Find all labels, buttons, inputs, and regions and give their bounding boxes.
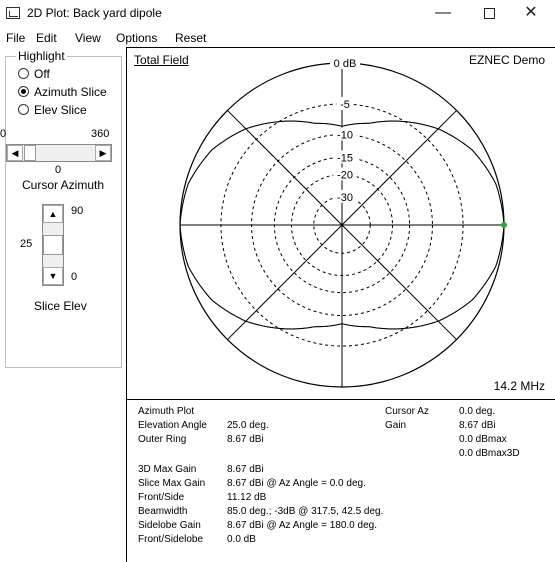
scroll-right-arrow-icon[interactable]: ▶ [95, 145, 111, 161]
info-outer-ring-value: 8.67 dBi [227, 434, 264, 445]
info-sidelobe-gain-label: Sidelobe Gain [138, 520, 201, 531]
radio-elev-slice[interactable] [18, 103, 87, 117]
azimuth-min-label: 0 [0, 128, 7, 140]
cursor-azimuth-scrollbar[interactable] [6, 144, 112, 162]
info-beamwidth-value: 85.0 deg.; -3dB @ 317.5, 42.5 deg. [227, 506, 384, 517]
plot-title: Total Field [134, 53, 189, 67]
info-slice-max-gain-value: 8.67 dBi @ Az Angle = 0.0 deg. [227, 478, 366, 489]
azimuth-value: 0 [55, 164, 62, 176]
radio-azimuth-label: Azimuth Slice [34, 85, 107, 99]
info-outer-ring-label: Outer Ring [138, 434, 187, 445]
menu-edit[interactable]: Edit [36, 31, 57, 45]
plot-window-icon [6, 7, 20, 19]
cursor-marker [501, 222, 507, 228]
ring-label-0: 0 dB [333, 58, 357, 70]
radio-elev-indicator[interactable] [18, 104, 29, 115]
slice-elev-label: Slice Elev [34, 299, 87, 313]
azimuth-scroll-thumb[interactable] [24, 145, 36, 161]
info-gain-label: Gain [385, 420, 407, 431]
ring-label-3: -15 [337, 152, 353, 165]
ring-label-4: -20 [337, 169, 353, 182]
polar-plot-area[interactable] [126, 47, 555, 400]
elev-min-label: 0 [71, 271, 78, 283]
radio-off-label: Off [34, 67, 50, 81]
polar-spoke-45 [342, 110, 457, 225]
info-front-side-value: 11.12 dB [227, 492, 267, 503]
polar-spoke-135 [342, 225, 457, 340]
plot-frequency: 14.2 MHz [493, 379, 545, 393]
plot-program-label: EZNEC Demo [468, 53, 545, 67]
ring-label-2: -10 [337, 129, 353, 142]
info-cursor-az-value: 0.0 deg. [459, 406, 496, 417]
radio-azimuth-indicator[interactable] [18, 86, 29, 97]
radio-off-indicator[interactable] [18, 68, 29, 79]
ring-label-1: -5 [340, 98, 350, 111]
info-front-sidelobe-label: Front/Sidelobe [138, 534, 204, 545]
minimize-button[interactable]: — [435, 4, 451, 21]
polar-plot [127, 48, 555, 400]
menu-view[interactable]: View [75, 31, 101, 45]
info-sidelobe-gain-value: 8.67 dBi @ Az Angle = 180.0 deg. [227, 520, 377, 531]
polar-spoke-225 [227, 225, 342, 340]
menu-bar [0, 29, 555, 47]
control-panel [0, 47, 126, 562]
elev-value: 25 [20, 238, 33, 250]
info-beamwidth-label: Beamwidth [138, 506, 188, 517]
radio-off[interactable] [18, 67, 50, 81]
info-gain-dbmax: 0.0 dBmax [459, 434, 507, 445]
info-slice-max-gain-label: Slice Max Gain [138, 478, 206, 489]
azimuth-max-label: 360 [91, 128, 110, 140]
scroll-up-arrow-icon[interactable]: ▲ [43, 205, 63, 223]
scroll-down-arrow-icon[interactable]: ▼ [43, 267, 63, 285]
menu-file[interactable]: File [6, 31, 26, 45]
plot-info-panel [126, 400, 555, 562]
highlight-title: Highlight [18, 49, 65, 63]
info-gain-value: 8.67 dBi [459, 420, 496, 431]
info-front-side-label: Front/Side [138, 492, 185, 503]
elev-max-label: 90 [71, 205, 84, 217]
title-bar [0, 0, 555, 28]
info-cursor-az-label: Cursor Az [385, 406, 429, 417]
info-plot-type: Azimuth Plot [138, 406, 195, 417]
info-elevation-angle-value: 25.0 deg. [227, 420, 269, 431]
window-title: 2D Plot: Back yard dipole [27, 6, 162, 20]
info-gain-dbmax3d: 0.0 dBmax3D [459, 448, 520, 459]
scroll-left-arrow-icon[interactable]: ◀ [7, 145, 23, 161]
cursor-azimuth-label: Cursor Azimuth [22, 178, 105, 192]
info-elevation-angle-label: Elevation Angle [138, 420, 207, 431]
radio-elev-label: Elev Slice [34, 103, 87, 117]
polar-spoke-315 [227, 110, 342, 225]
info-3d-max-gain-value: 8.67 dBi [227, 464, 264, 475]
info-front-sidelobe-value: 0.0 dB [227, 534, 256, 545]
menu-options[interactable]: Options [116, 31, 158, 45]
menu-reset[interactable]: Reset [175, 31, 207, 45]
ring-label-5: -30 [337, 191, 353, 204]
maximize-button[interactable] [466, 0, 512, 28]
radio-azimuth-slice[interactable] [18, 85, 107, 99]
close-button[interactable]: ✕ [524, 4, 538, 21]
maximize-icon [484, 8, 495, 19]
slice-elev-scrollbar[interactable] [42, 204, 64, 286]
info-3d-max-gain-label: 3D Max Gain [138, 464, 197, 475]
elev-scroll-thumb[interactable] [43, 235, 63, 255]
